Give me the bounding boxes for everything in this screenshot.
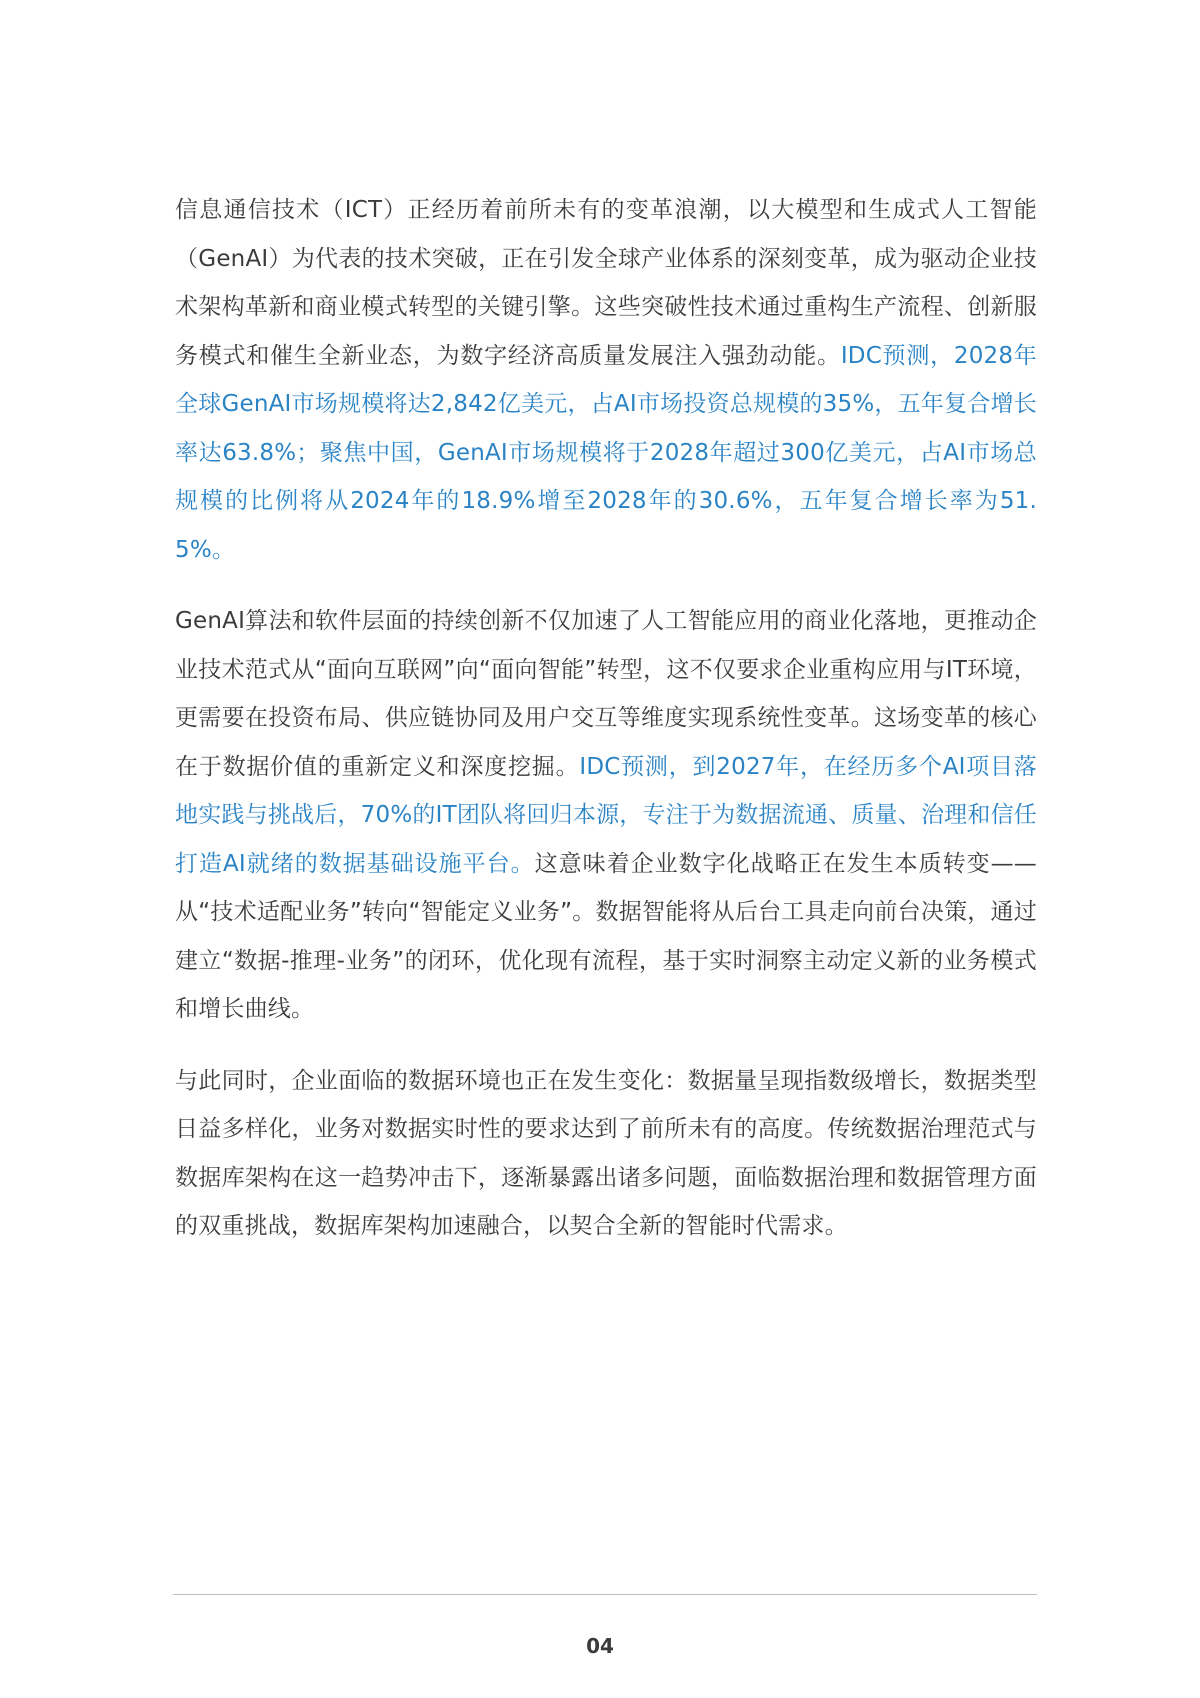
paragraph-2 (175, 597, 1037, 1034)
paragraph-3 (175, 1057, 1037, 1251)
paragraph-1-text: 信息通信技术（ICT）正经历着前所未有的变革浪潮，以大模型和生成式人工智能（GenAI）为代表的技术突破，正在引发全球产业体系的深刻变革，成为驱动企业技术架构革新和商业模式转型的关键引擎。这些突破性技术通过重构生产流程、创新服务模式和催生全新业态，为数字经济高质量发展注入强劲动能。 (175, 197, 1037, 369)
footer-divider (173, 1594, 1037, 1595)
paragraph-3-text: 与此同时，企业面临的数据环境也正在发生变化：数据量呈现指数级增长，数据类型日益多样化，业务对数据实时性的要求达到了前所未有的高度。传统数据治理范式与数据库架构在这一趋势冲击下，逐渐暴露出诸多问题，面临数据治理和数据管理方面的双重挑战，数据库架构加速融合，以契合全新的智能时代需求。 (175, 1067, 1037, 1239)
page-number: 04 (586, 1634, 614, 1658)
paragraph-2-text: GenAI算法和软件层面的持续创新不仅加速了人工智能应用的商业化落地，更推动企业技术范式从“面向互联网”向“面向智能”转型，这不仅要求企业重构应用与IT环境，更需要在投资布局、供应链协同及用户交互等维度实现系统性变革。这场变革的核心在于数据价值的重新定义和深度挖掘。 (175, 608, 1037, 780)
paragraph-2-idc-highlight: IDC预测，到2027年，在经历多个AI项目落地实践与挑战后，70%的IT团队将回归本源，专注于为数据流通、质量、治理和信任打造AI就绪的数据基础设施平台。 (175, 753, 1037, 877)
body-content (175, 186, 1037, 1274)
paragraph-2-text-after: 这意味着企业数字化战略正在发生本质转变——从“技术适配业务”转向“智能定义业务”。数据智能将从后台工具走向前台决策，通过建立“数据-推理-业务”的闭环，优化现有流程，基于实时洞察主动定义新的业务模式和增长曲线。 (175, 850, 1038, 1022)
paragraph-1 (175, 186, 1037, 574)
paragraph-1-idc-highlight: IDC预测，2028年全球GenAI市场规模将达2,842亿美元，占AI市场投资总规模的35%，五年复合增长率达63.8%；聚焦中国，GenAI市场规模将于2028年超过300亿美元，占AI市场总规模的比例将从2024年的18.9%增至2028年的30.6%，五年复合增长率为51.5%。 (175, 342, 1037, 563)
